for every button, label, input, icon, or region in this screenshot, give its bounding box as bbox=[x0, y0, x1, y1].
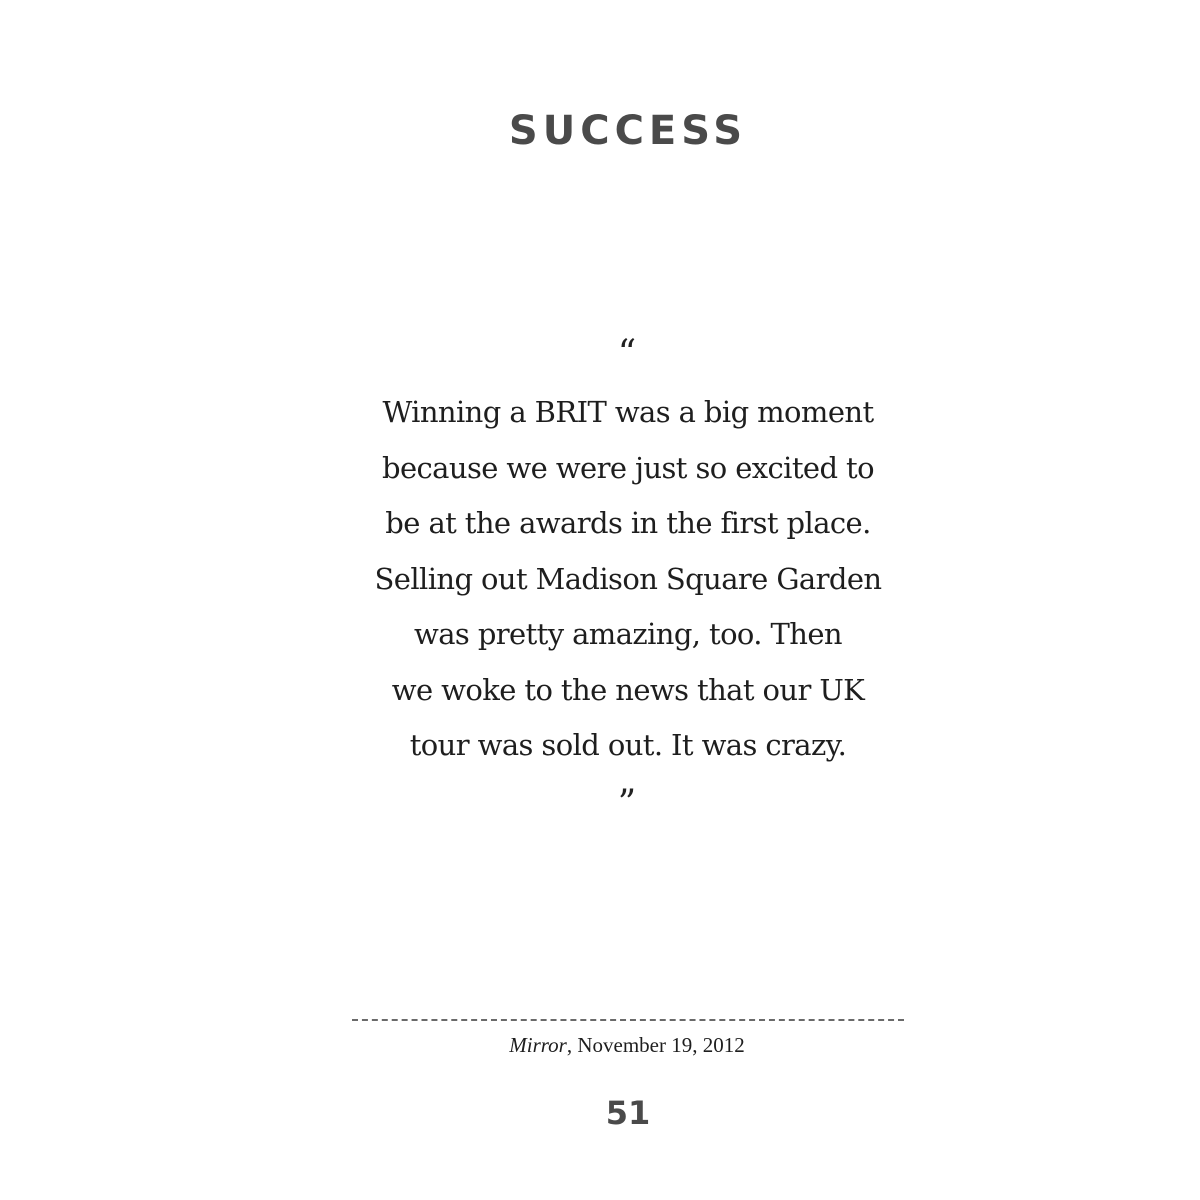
quote-line: Winning a BRIT was a big moment bbox=[382, 395, 874, 429]
quote-line: be at the awards in the first place. bbox=[385, 506, 871, 540]
close-quote-mark: ” bbox=[617, 783, 637, 824]
quote-line: tour was sold out. It was crazy. bbox=[409, 728, 847, 762]
section-title: SUCCESS bbox=[508, 108, 748, 154]
quote-line: we woke to the news that our UK bbox=[391, 672, 865, 707]
quote-line: was pretty amazing, too. Then bbox=[414, 617, 842, 651]
dashed-divider bbox=[352, 1019, 904, 1021]
quote-line: Selling out Madison Square Garden bbox=[374, 561, 882, 596]
quote-line: because we were just so excited to bbox=[382, 450, 874, 485]
page-number: 51 bbox=[605, 1094, 651, 1132]
source-publication: Mirror bbox=[509, 1033, 567, 1057]
quote-text bbox=[300, 385, 956, 774]
source-citation bbox=[0, 1033, 1200, 1058]
source-date: , November 19, 2012 bbox=[566, 1033, 745, 1057]
open-quote-mark: “ bbox=[617, 333, 637, 374]
